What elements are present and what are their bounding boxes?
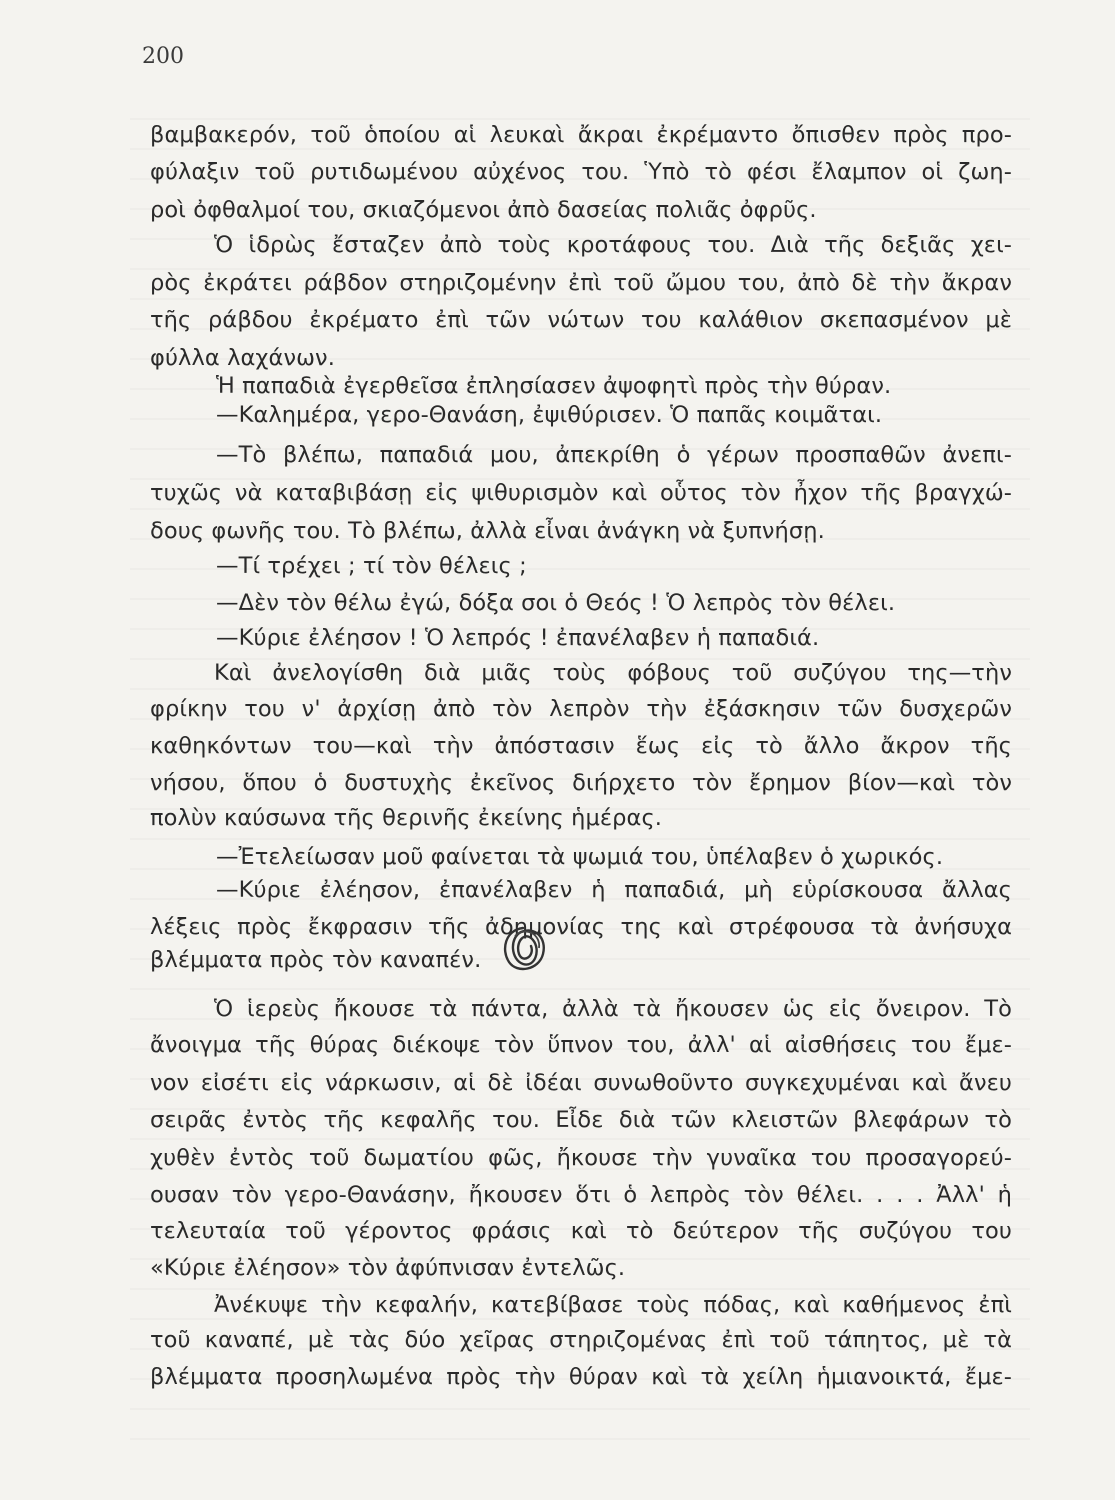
text-line: —Τὸ βλέπω, παπαδιά μου, ἀπεκρίθη ὁ γέρων προσπαθῶν ἀνεπι- xyxy=(216,442,1012,468)
text-line: —Ἐτελείωσαν μοῦ φαίνεται τὰ ψωμιά του, ὑπέλαβεν ὁ χωρικός. xyxy=(216,844,944,870)
text-line: δους φωνῆς του. Τὸ βλέπω, ἀλλὰ εἶναι ἀνάγκη νὰ ξυπνήσῃ. xyxy=(150,518,825,544)
pen-scribble-mark xyxy=(495,920,551,976)
text-line: Ὁ ἱδρὼς ἔσταζεν ἀπὸ τοὺς κροτάφους του. Διὰ τῆς δεξιᾶς χει- xyxy=(214,232,1012,258)
text-line: βλέμματα πρὸς τὸν καναπέν. xyxy=(150,947,482,973)
text-line: «Κύριε ἐλέησον» τὸν ἀφύπνισαν ἐντελῶς. xyxy=(150,1255,626,1281)
text-line: χυθὲν ἐντὸς τοῦ δωματίου φῶς, ἤκουσε τὴν γυναῖκα του προσαγορεύ- xyxy=(150,1145,1012,1171)
text-line: τυχῶς νὰ καταβιβάσῃ εἰς ψιθυρισμὸν καὶ οὗτος τὸν ἦχον τῆς βραγχώ- xyxy=(150,480,1012,506)
text-line: ουσαν τὸν γερο-Θανάσην, ἤκουσεν ὅτι ὁ λεπρὸς τὸν θέλει. . . . Ἀλλ' ἡ xyxy=(150,1182,1012,1208)
text-line: καθηκόντων του—καὶ τὴν ἀπόστασιν ἕως εἰς τὸ ἄλλο ἄκρον τῆς xyxy=(150,733,1012,759)
text-line: —Κύριε ἐλέησον ! Ὁ λεπρός ! ἐπανέλαβεν ἡ παπαδιά. xyxy=(216,625,820,651)
text-line: τελευταία τοῦ γέροντος φράσις καὶ τὸ δεύτερον τῆς συζύγου του xyxy=(150,1218,1012,1244)
text-line: τῆς ράβδου ἐκρέματο ἐπὶ τῶν νώτων του καλάθιον σκεπασμένον μὲ xyxy=(150,307,1012,333)
text-line: φύλαξιν τοῦ ρυτιδωμένου αὐχένος του. Ὑπὸ τὸ φέσι ἔλαμπον οἱ ζωη- xyxy=(150,159,1012,185)
text-line: λέξεις πρὸς ἔκφρασιν τῆς ἀδημονίας της καὶ στρέφουσα τὰ ἀνήσυχα xyxy=(150,914,1012,940)
text-line: Ἀνέκυψε τὴν κεφαλήν, κατεβίβασε τοὺς πόδας, καὶ καθήμενος ἐπὶ xyxy=(214,1292,1012,1318)
text-line: —Κύριε ἐλέησον, ἐπανέλαβεν ἡ παπαδιά, μὴ εὑρίσκουσα ἄλλας xyxy=(216,877,1012,903)
text-line: πολὺν καύσωνα τῆς θερινῆς ἐκείνης ἡμέρας. xyxy=(150,805,662,831)
text-line: φύλλα λαχάνων. xyxy=(150,345,335,371)
text-line: ἄνοιγμα τῆς θύρας διέκοψε τὸν ὕπνον του, ἀλλ' αἱ αἰσθήσεις του ἔμε- xyxy=(150,1032,1012,1058)
text-line: Καὶ ἀνελογίσθη διὰ μιᾶς τοὺς φόβους τοῦ συζύγου της—τὴν xyxy=(214,660,1012,686)
text-line: τοῦ καναπέ, μὲ τὰς δύο χεῖρας στηριζομένας ἐπὶ τοῦ τάπητος, μὲ τὰ xyxy=(150,1327,1012,1353)
text-line: σειρᾶς ἐντὸς τῆς κεφαλῆς του. Εἶδε διὰ τῶν κλειστῶν βλεφάρων τὸ xyxy=(150,1107,1012,1133)
text-line: ροὶ ὀφθαλμοί του, σκιαζόμενοι ἀπὸ δασείας πολιᾶς ὀφρῦς. xyxy=(150,197,817,223)
text-line: Ὁ ἱερεὺς ἤκουσε τὰ πάντα, ἀλλὰ τὰ ἤκουσεν ὡς εἰς ὄνειρον. Τὸ xyxy=(214,996,1012,1022)
text-line: —Δὲν τὸν θέλω ἐγώ, δόξα σοι ὁ Θεός ! Ὁ λεπρὸς τὸν θέλει. xyxy=(216,590,896,616)
text-line: νον εἰσέτι εἰς νάρκωσιν, αἱ δὲ ἰδέαι συνωθοῦντο συγκεχυμέναι καὶ ἄνευ xyxy=(150,1070,1012,1096)
text-line: βλέμματα προσηλωμένα πρὸς τὴν θύραν καὶ τὰ χείλη ἡμιανοικτά, ἔμε- xyxy=(150,1364,1012,1390)
text-line: βαμβακερόν, τοῦ ὁποίου αἱ λευκαὶ ἄκραι ἐκρέμαντο ὄπισθεν πρὸς προ- xyxy=(150,122,1012,148)
text-line: —Καλημέρα, γερο-Θανάση, ἐψιθύρισεν. Ὁ παπᾶς κοιμᾶται. xyxy=(216,402,883,428)
page-number: 200 xyxy=(142,44,184,69)
text-line: Ἡ παπαδιὰ ἐγερθεῖσα ἐπλησίασεν ἀψοφητὶ πρὸς τὴν θύραν. xyxy=(216,373,892,399)
text-line: —Τί τρέχει ; τί τὸν θέλεις ; xyxy=(216,553,527,579)
text-line: φρίκην του ν' ἀρχίσῃ ἀπὸ τὸν λεπρὸν τὴν ἐξάσκησιν τῶν δυσχερῶν xyxy=(150,696,1012,722)
text-line: ρὸς ἐκράτει ράβδον στηριζομένην ἐπὶ τοῦ ὤμου του, ἀπὸ δὲ τὴν ἄκραν xyxy=(150,270,1012,296)
text-line: νήσου, ὅπου ὁ δυστυχὴς ἐκεῖνος διήρχετο τὸν ἔρημον βίον—καὶ τὸν xyxy=(150,770,1012,796)
